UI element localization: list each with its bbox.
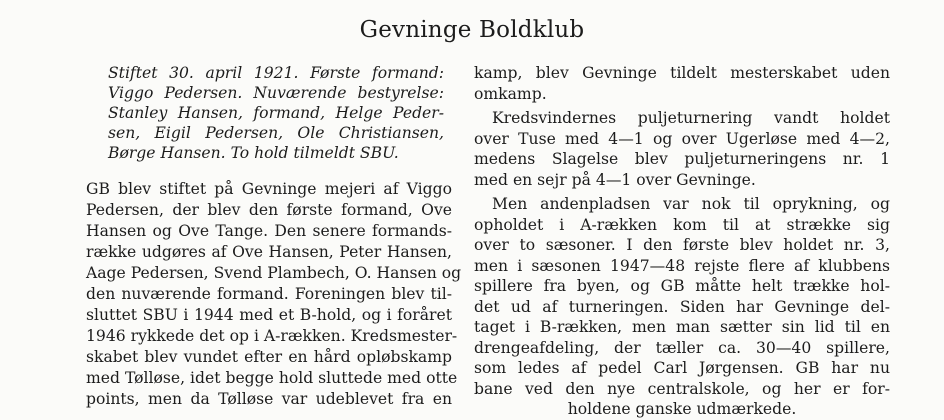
right-column: [474, 63, 890, 420]
text-line: omkamp.: [474, 84, 547, 103]
history-paragraph: [86, 179, 462, 410]
paragraph-pool-tournament: [474, 108, 890, 190]
text-line: som ledes af pedel Carl Jørgensen. GB har nu: [474, 359, 890, 377]
intro-line: Viggo Pedersen. Nuværende bestyrelse:: [108, 84, 444, 102]
text-line: sluttet SBU i 1944 med et B-hold, og i foråret: [86, 306, 452, 324]
text-line: holdene ganske udmærkede.: [567, 400, 797, 418]
text-line: med Tølløse, idet begge hold sluttede med otte: [86, 369, 458, 387]
text-line: drengeafdeling, der tæller ca. 30—40 spillere,: [474, 338, 890, 357]
text-line: Hansen og Ove Tange. Den senere formands-: [86, 222, 452, 240]
paragraph-promotion: [474, 194, 890, 420]
text-line: det ud af turneringen. Siden har Gevninge del-: [474, 297, 890, 316]
text-line: 1946 rykkede det op i A-rækken. Kredsmester-: [86, 327, 458, 345]
text-line: spillere fra byen, og GB måtte helt trække hol-: [474, 277, 890, 295]
intro-line: sen, Eigil Pedersen, Ole Christiansen,: [108, 124, 444, 142]
intro-line: Stiftet 30. april 1921. Første formand:: [108, 64, 444, 82]
text-line: række udgøres af Ove Hansen, Peter Hansen,: [86, 243, 452, 261]
text-line: bane ved den nye centralskole, og her er for-: [474, 379, 890, 398]
text-line: den nuværende formand. Foreningen blev til-: [86, 285, 452, 303]
text-line: opholdet i A-rækken kom til at strække sig: [474, 215, 890, 234]
text-line: men i sæsonen 1947—48 rejste flere af klubbens: [474, 256, 890, 275]
text-line: over to sæsoner. I den første blev holdet nr. 3,: [474, 236, 890, 254]
text-line: Kredsvindernes puljeturnering vandt holdet: [492, 109, 890, 127]
intro-line: Børge Hansen. To hold tilmeldt SBU.: [108, 144, 399, 162]
text-line: Aage Pedersen, Svend Plambech, O. Hansen og: [86, 264, 462, 282]
text-line: med en sejr på 4—1 over Gevninge.: [474, 170, 756, 189]
text-line: skabet blev vundet efter en hård opløbskamp: [86, 348, 452, 366]
text-line: points, men da Tølløse var udeblevet fra en: [86, 390, 452, 408]
text-line: Men andenpladsen var nok til oprykning, og: [492, 195, 890, 213]
paragraph-championship: [474, 63, 890, 104]
text-line: Pedersen, der blev den første formand, Ove: [86, 201, 452, 219]
text-line: taget i B-rækken, men man sætter sin lid til en: [474, 318, 890, 336]
text-line: medens Slagelse blev puljeturneringens nr. 1: [474, 150, 890, 168]
page-title: Gevninge Boldklub: [359, 17, 585, 43]
text-line: kamp, blev Gevninge tildelt mesterskabet uden: [474, 64, 890, 82]
intro-line: Stanley Hansen, formand, Helge Peder-: [108, 104, 444, 122]
left-column: [86, 63, 462, 410]
text-line: over Tuse med 4—1 og over Ugerløse med 4—2,: [474, 129, 890, 148]
club-info-intro: [108, 63, 444, 163]
text-line: GB blev stiftet på Gevninge mejeri af Viggo: [86, 180, 452, 198]
